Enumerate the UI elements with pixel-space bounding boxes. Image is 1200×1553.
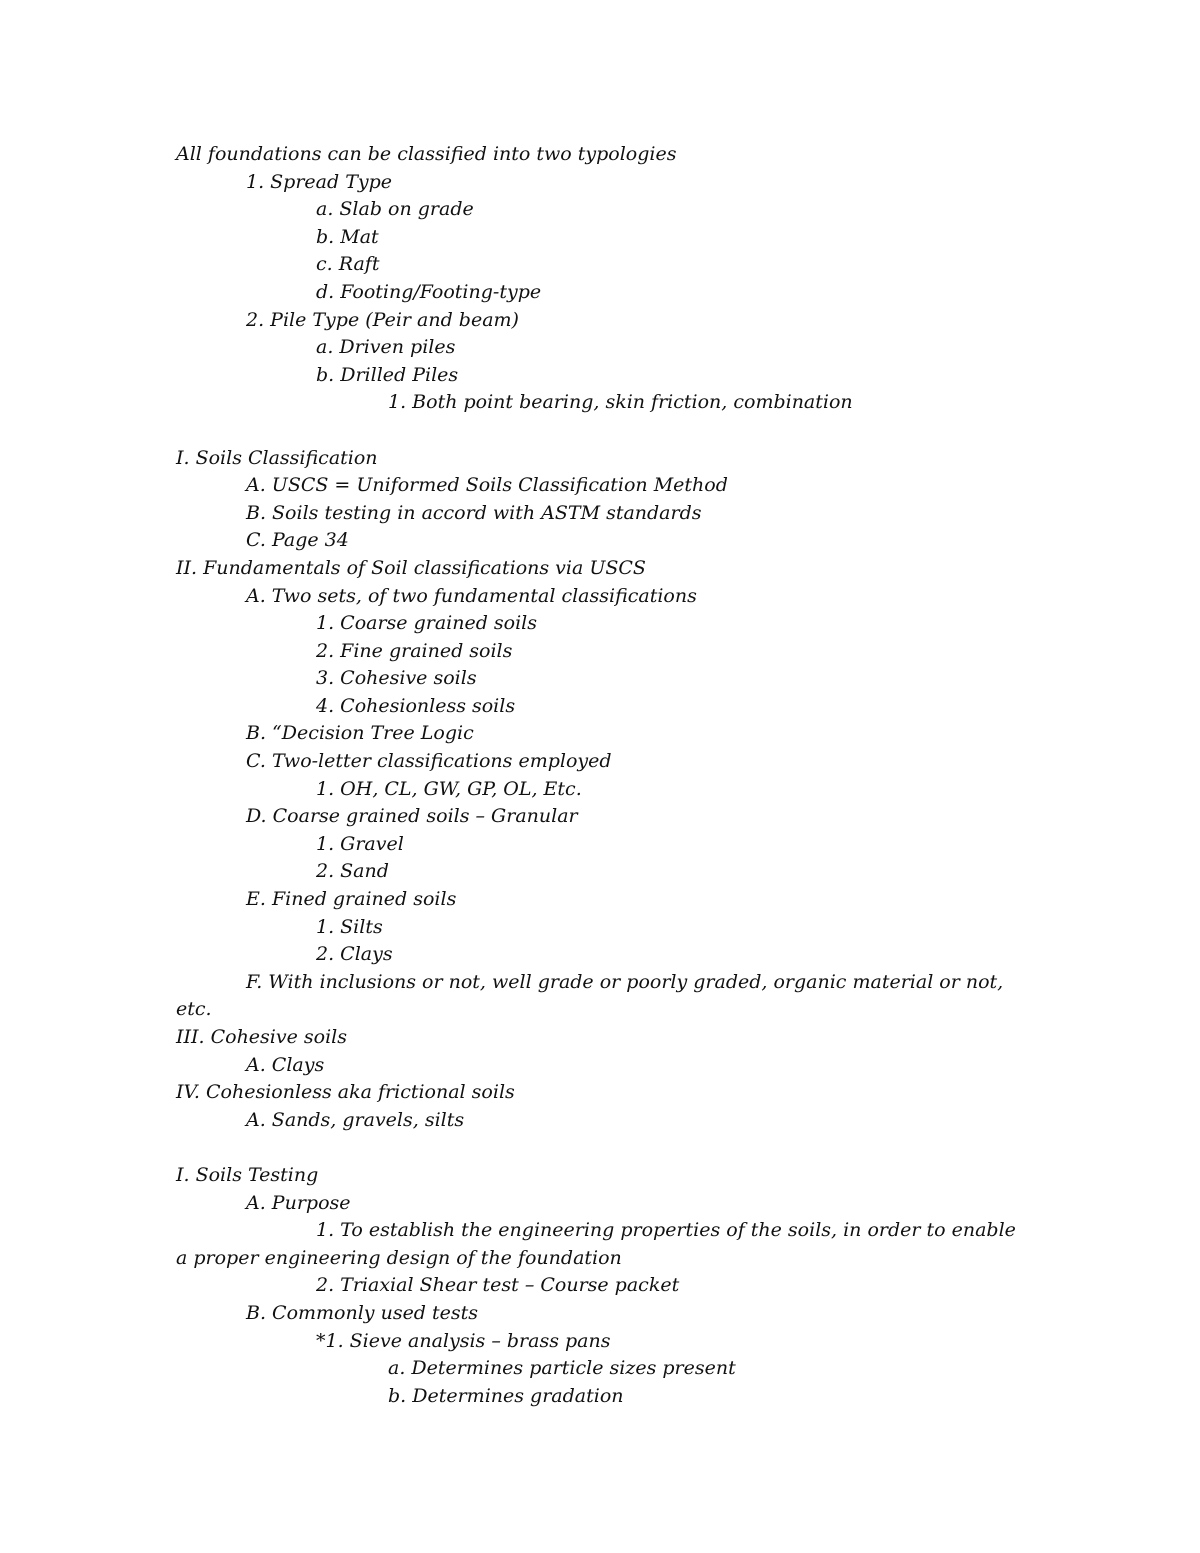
outline-line: 1. Gravel: [316, 832, 404, 855]
outline-line: a proper engineering design of the foundation: [176, 1246, 622, 1269]
outline-line: 1. To establish the engineering properties of the soils, in order to enable: [316, 1219, 1016, 1242]
outline-line: All foundations can be classified into two typologies: [176, 143, 677, 165]
outline-line: 2. Sand: [316, 860, 389, 883]
outline-line: I. Soils Testing: [176, 1163, 319, 1186]
outline-line: 1. Spread Type: [246, 170, 393, 193]
outline-line: A. Clays: [246, 1053, 325, 1076]
outline-line: E. Fined grained soils: [246, 888, 457, 911]
outline-line: B. Soils testing in accord with ASTM standards: [246, 501, 702, 524]
outline-line: a. Driven piles: [316, 336, 456, 359]
outline-line: 1. Both point bearing, skin friction, combination: [388, 391, 853, 414]
outline-line: B. Commonly used tests: [246, 1301, 479, 1324]
outline-line: b. Drilled Piles: [316, 363, 459, 386]
outline-line: B. “Decision Tree Logic: [246, 722, 474, 745]
outline-line: IV. Cohesionless aka frictional soils: [176, 1081, 515, 1104]
outline-line: A. Purpose: [246, 1191, 351, 1214]
outline-line: 1. Coarse grained soils: [316, 612, 538, 635]
outline-line: etc.: [176, 998, 212, 1021]
blank-line: [176, 1134, 1026, 1162]
outline-line: a. Determines particle sizes present: [388, 1357, 736, 1380]
outline-line: 2. Pile Type (Peir and beam): [246, 308, 519, 331]
outline-line: 2. Fine grained soils: [316, 639, 513, 662]
outline-line: 4. Cohesionless soils: [316, 694, 516, 717]
outline-line: A. Sands, gravels, silts: [246, 1108, 465, 1131]
outline-line: *1. Sieve analysis – brass pans: [316, 1329, 611, 1352]
outline-line: 2. Triaxial Shear test – Course packet: [316, 1274, 680, 1297]
outline-line: c. Raft: [316, 253, 380, 276]
outline-line: 1. OH, CL, GW, GP, OL, Etc.: [316, 777, 582, 800]
outline-line: 3. Cohesive soils: [316, 667, 477, 690]
outline-line: II. Fundamentals of Soil classifications via USCS: [176, 556, 646, 579]
outline-line: a. Slab on grade: [316, 198, 474, 221]
outline-line: A. USCS = Uniformed Soils Classification Method: [246, 474, 728, 497]
outline-line: F. With inclusions or not, well grade or poorly graded, organic material or not,: [246, 970, 1004, 993]
blank-line: [176, 417, 1026, 445]
outline-line: III. Cohesive soils: [176, 1026, 347, 1048]
outline-line: 1. Silts: [316, 915, 383, 938]
outline-line: I. Soils Classification: [176, 446, 378, 469]
outline-line: b. Determines gradation: [388, 1384, 624, 1407]
outline-line: d. Footing/Footing-type: [316, 280, 542, 303]
outline-line: A. Two sets, of two fundamental classifications: [246, 584, 697, 607]
outline-line: b. Mat: [316, 225, 379, 248]
outline-line: C. Page 34: [246, 529, 349, 552]
outline-line: D. Coarse grained soils – Granular: [246, 805, 578, 828]
outline-line: C. Two-letter classifications employed: [246, 750, 612, 773]
notes-outline: [176, 141, 1026, 1410]
outline-line: 2. Clays: [316, 943, 393, 966]
